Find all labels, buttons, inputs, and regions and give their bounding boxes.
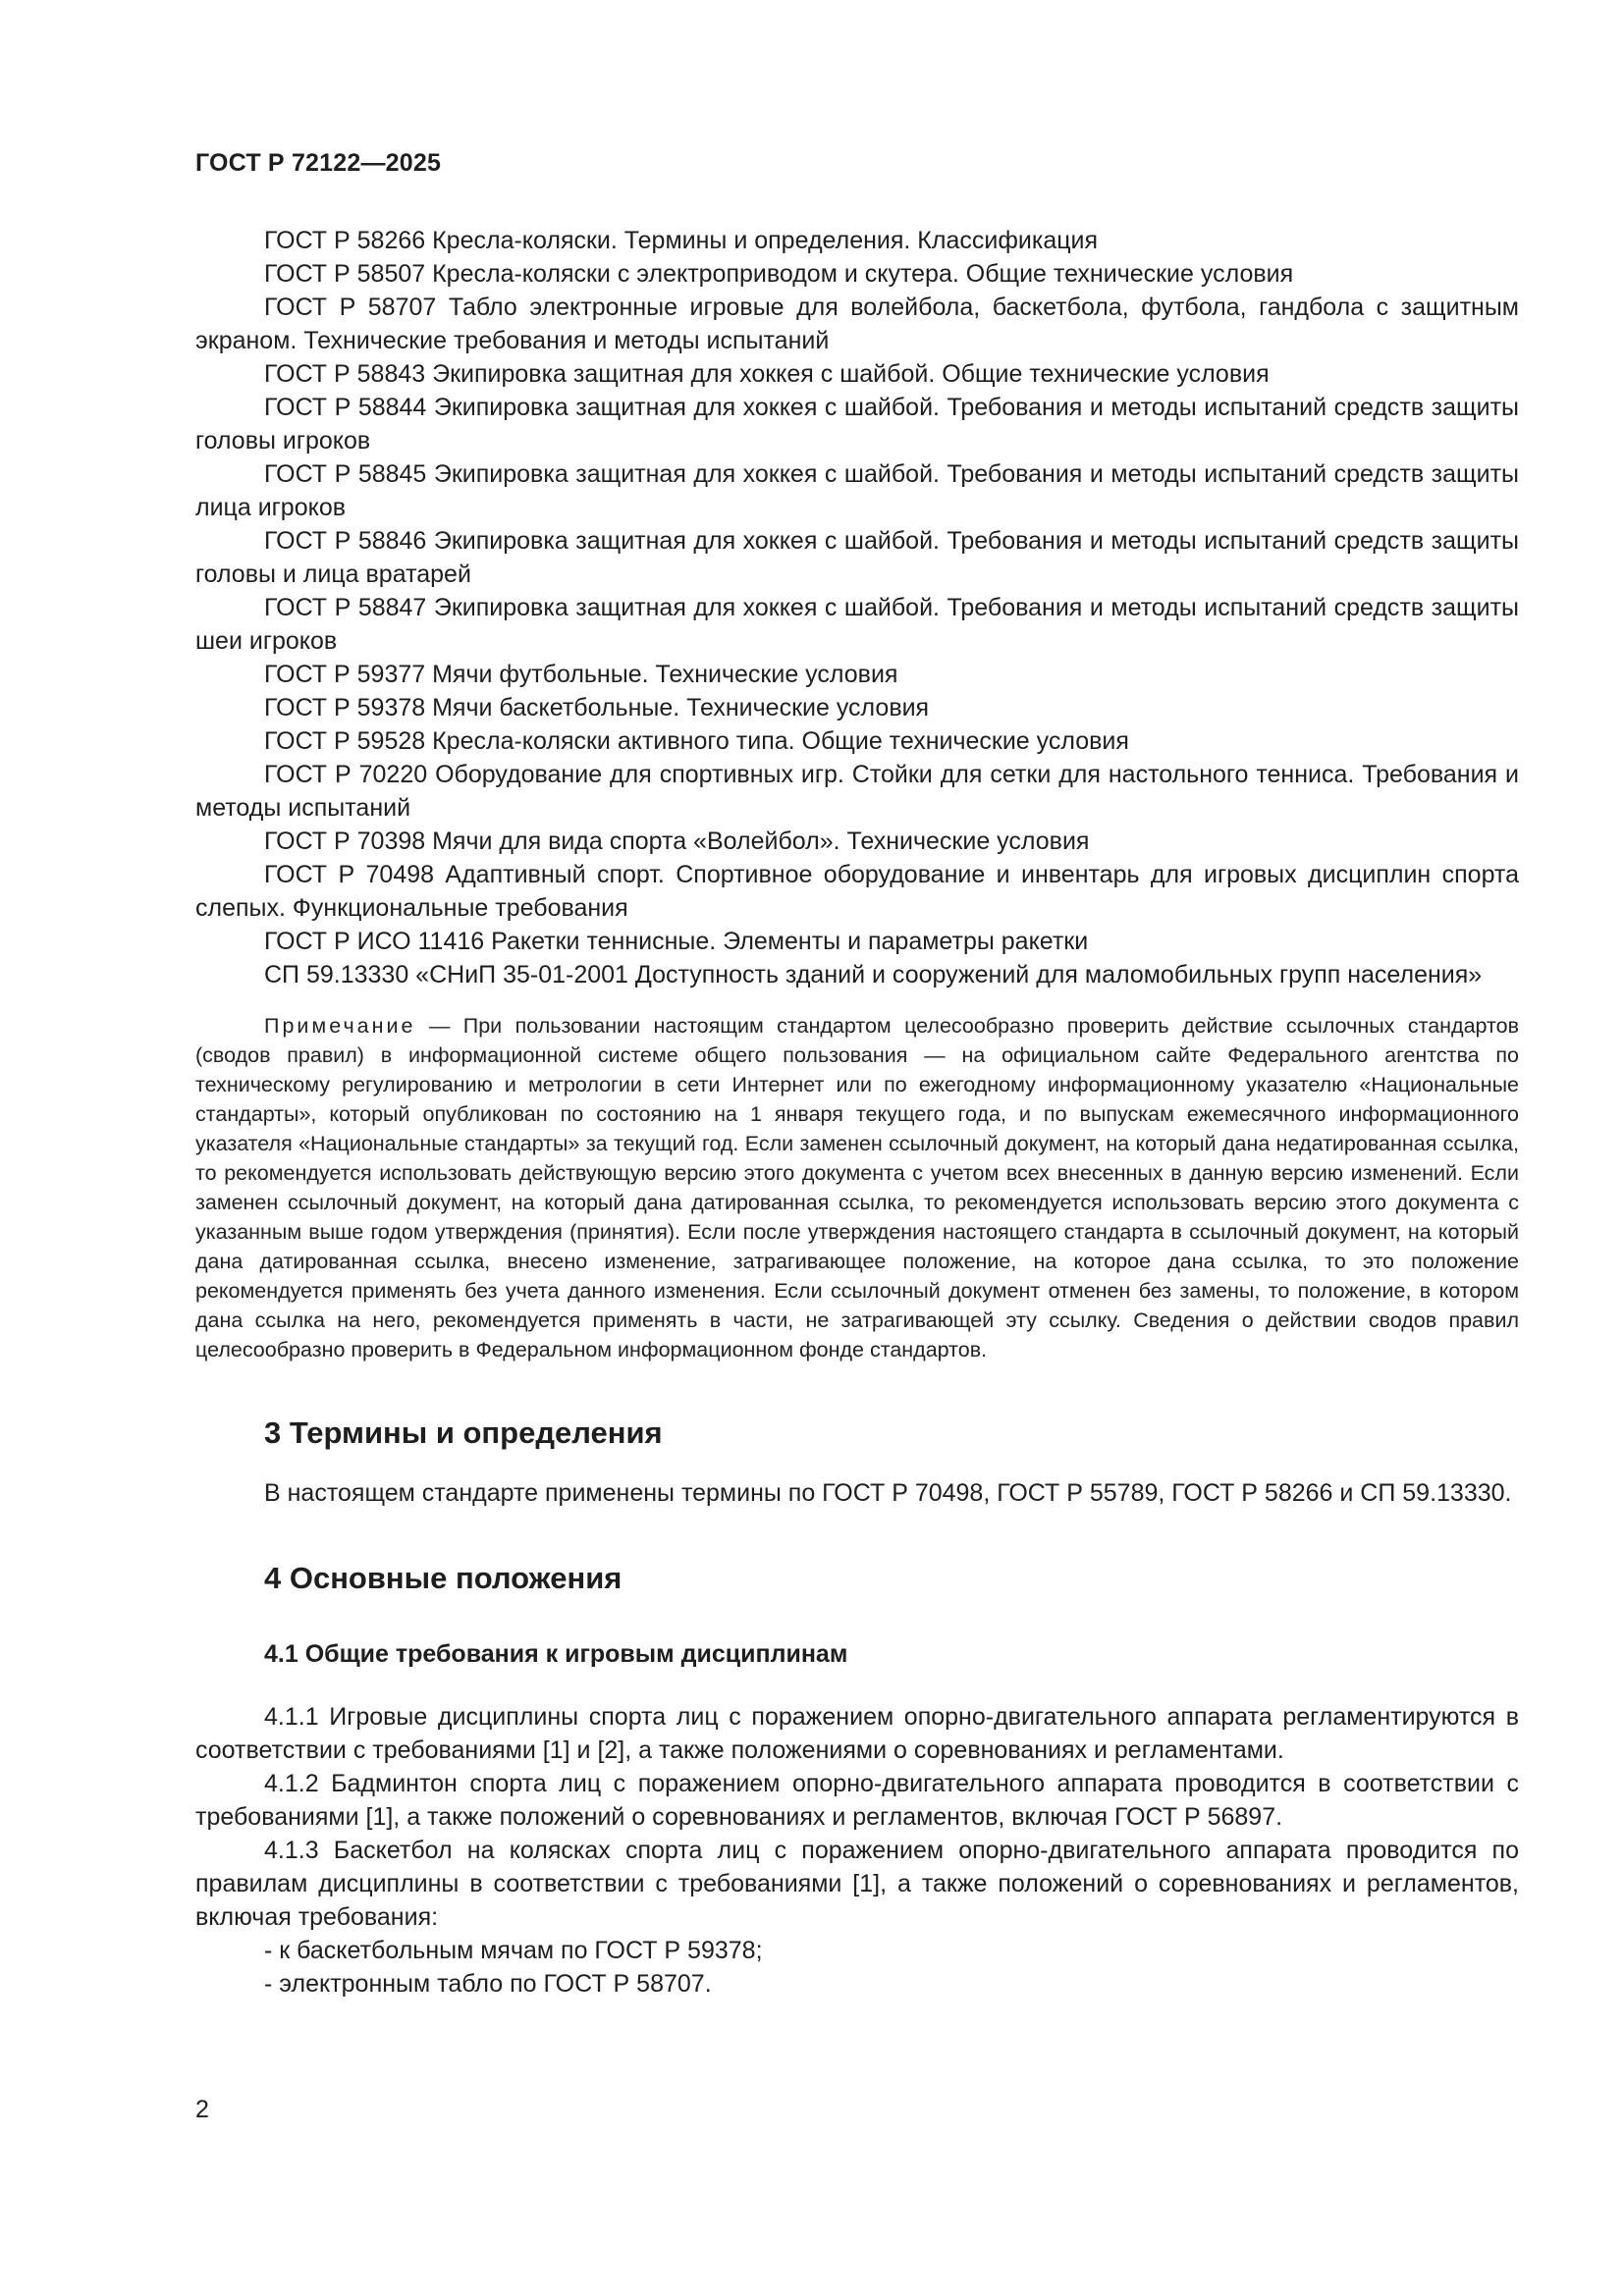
page-number: 2 — [195, 2096, 209, 2123]
reference-item: ГОСТ Р 58846 Экипировка защитная для хоккея с шайбой. Требования и методы испытаний средств защиты головы и лица вратарей — [195, 527, 1519, 588]
reference-item: ГОСТ Р 58845 Экипировка защитная для хоккея с шайбой. Требования и методы испытаний средств защиты лица игроков — [195, 460, 1519, 521]
reference-item: ГОСТ Р 58847 Экипировка защитная для хоккея с шайбой. Требования и методы испытаний средств защиты шеи игроков — [195, 594, 1519, 655]
note-paragraph — [195, 1011, 1519, 1364]
reference-item: ГОСТ Р 70398 Мячи для вида спорта «Волейбол». Технические условия — [264, 828, 1090, 855]
clause-4-1-1: 4.1.1 Игровые дисциплины спорта лиц с поражением опорно-двигательного аппарата регламентируются в соответствии с требованиями [1] и [2], а также положениями о соревнованиях и регламентами. — [195, 1703, 1519, 1764]
note-label: Примечание — [264, 1014, 416, 1038]
reference-item: ГОСТ Р 58507 Кресла-коляски с электроприводом и скутера. Общие технические условия — [264, 260, 1294, 288]
reference-item: ГОСТ Р 70498 Адаптивный спорт. Спортивное оборудование и инвентарь для игровых дисциплин спорта слепых. Функциональные требования — [195, 861, 1519, 922]
clause-4-1-3: 4.1.3 Баскетбол на колясках спорта лиц с поражением опорно-двигательного аппарата проводится по правилам дисциплины в соответствии с требованиями [1], а также положений о соревнованиях и регламентов, включая требования: — [195, 1837, 1519, 1931]
clause-4-1-2: 4.1.2 Бадминтон спорта лиц с поражением опорно-двигательного аппарата проводится в соответствии с требованиями [1], а также положений о соревнованиях и регламентов, включая ГОСТ Р 56897. — [195, 1770, 1519, 1831]
subsection-4-1-heading: 4.1 Общие требования к игровым дисциплинам — [264, 1640, 848, 1668]
reference-item: ГОСТ Р 59378 Мячи баскетбольные. Технические условия — [264, 694, 930, 721]
reference-item: ГОСТ Р 58843 Экипировка защитная для хоккея с шайбой. Общие технические условия — [264, 360, 1270, 388]
section-3-heading: 3 Термины и определения — [264, 1415, 663, 1450]
reference-item: ГОСТ Р 58707 Табло электронные игровые для волейбола, баскетбола, футбола, гандбола с защитным экраном. Технические требования и методы испытаний — [195, 294, 1519, 354]
reference-item: СП 59.13330 «СНиП 35-01-2001 Доступность зданий и сооружений для маломобильных групп населения» — [264, 961, 1483, 988]
section-3-text: В настоящем стандарте применены термины по ГОСТ Р 70498, ГОСТ Р 55789, ГОСТ Р 58266 и СП 59.13330. — [264, 1479, 1512, 1507]
note-text: — При пользовании настоящим стандартом целесообразно проверить действие ссылочных стандартов (сводов правил) в информационной системе общего пользования — на официальном сайте Федерального агентства по техническому регулированию и метрологии в сети Интернет или по ежегодному информационному указателю «Национальные стандарты», который опубликован по состоянию на 1 января текущего года, и по выпускам ежемесячного информационного указателя «Национальные стандарты» за текущий год. Если заменен ссылочный документ, на который дана недатированная ссылка, то рекомендуется использовать действующую версию этого документа с учетом всех внесенных в данную версию изменений. Если заменен ссылочный документ, на который дана датированная ссылка, то рекомендуется использовать версию этого документа с указанным выше годом утверждения (принятия). Если после утверждения настоящего стандарта в ссылочный документ, на который дана датированная ссылка, внесено изменение, затрагивающее положение, на которое дана ссылка, то это положение рекомендуется применять без учета данного изменения. Если ссылочный документ отменен без замены, то положение, в котором дана ссылка на него, рекомендуется применять в части, не затрагивающей эту ссылку. Сведения о действии сводов правил целесообразно проверить в Федеральном информационном фонде стандартов. — [195, 1014, 1519, 1362]
reference-item: ГОСТ Р 59528 Кресла-коляски активного типа. Общие технические условия — [264, 727, 1129, 755]
list-item: - электронным табло по ГОСТ Р 58707. — [264, 1970, 712, 1998]
reference-item: ГОСТ Р 59377 Мячи футбольные. Технические условия — [264, 661, 898, 688]
document-header: ГОСТ Р 72122—2025 — [195, 149, 442, 177]
reference-item: ГОСТ Р ИСО 11416 Ракетки теннисные. Элементы и параметры ракетки — [264, 928, 1089, 955]
document-body — [195, 224, 1519, 2001]
section-4-heading: 4 Основные положения — [264, 1561, 623, 1595]
list-item: - к баскетбольным мячам по ГОСТ Р 59378; — [264, 1937, 763, 1964]
reference-item: ГОСТ Р 70220 Оборудование для спортивных игр. Стойки для сетки для настольного тенниса. Требования и методы испытаний — [195, 761, 1519, 822]
reference-item: ГОСТ Р 58844 Экипировка защитная для хоккея с шайбой. Требования и методы испытаний средств защиты головы игроков — [195, 394, 1519, 454]
reference-item: ГОСТ Р 58266 Кресла-коляски. Термины и определения. Классификация — [264, 227, 1099, 254]
